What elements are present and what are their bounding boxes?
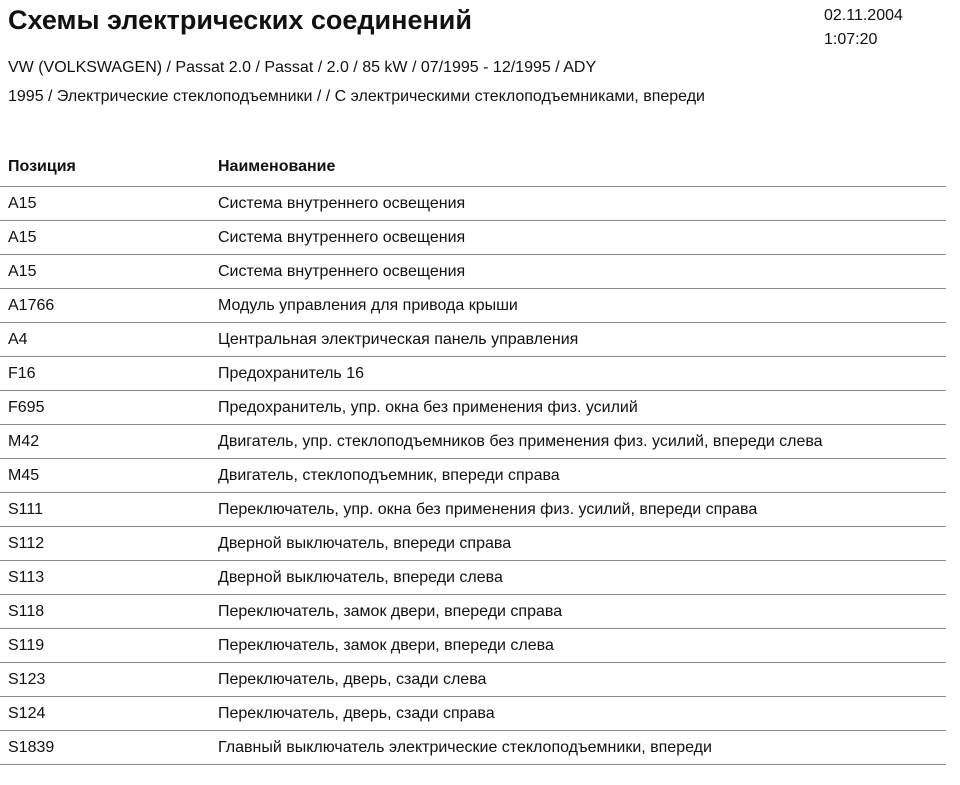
name-cell: Переключатель, упр. окна без применения физ. усилий, впереди справа (209, 493, 946, 527)
column-header-position: Позиция (0, 148, 209, 187)
name-cell: Главный выключатель электрические стеклоподъемники, впереди (209, 731, 946, 765)
position-cell: F695 (0, 391, 209, 425)
name-cell: Предохранитель 16 (209, 357, 946, 391)
name-cell: Центральная электрическая панель управления (209, 323, 946, 357)
table-row (0, 391, 946, 425)
print-timestamp (824, 4, 903, 52)
table-row (0, 493, 946, 527)
table-row (0, 221, 946, 255)
name-cell: Двигатель, стеклоподъемник, впереди справа (209, 459, 946, 493)
position-cell: S118 (0, 595, 209, 629)
table-row (0, 357, 946, 391)
position-cell: S124 (0, 697, 209, 731)
name-cell: Переключатель, дверь, сзади справа (209, 697, 946, 731)
table-row (0, 323, 946, 357)
position-cell: S123 (0, 663, 209, 697)
table-body (0, 187, 946, 765)
column-header-name: Наименование (209, 148, 946, 187)
table-row (0, 527, 946, 561)
position-cell: A15 (0, 255, 209, 289)
table-row (0, 255, 946, 289)
name-cell: Переключатель, замок двери, впереди справа (209, 595, 946, 629)
position-cell: A15 (0, 221, 209, 255)
name-cell: Переключатель, дверь, сзади слева (209, 663, 946, 697)
name-cell: Переключатель, замок двери, впереди слева (209, 629, 946, 663)
position-cell: A1766 (0, 289, 209, 323)
print-time: 1:07:20 (824, 31, 878, 48)
name-cell: Предохранитель, упр. окна без применения физ. усилий (209, 391, 946, 425)
table-row (0, 663, 946, 697)
table-row (0, 459, 946, 493)
table-row (0, 629, 946, 663)
name-cell: Дверной выключатель, впереди слева (209, 561, 946, 595)
position-cell: S112 (0, 527, 209, 561)
position-cell: S119 (0, 629, 209, 663)
name-cell: Система внутреннего освещения (209, 221, 946, 255)
name-cell: Модуль управления для привода крыши (209, 289, 946, 323)
position-cell: S111 (0, 493, 209, 527)
name-cell: Дверной выключатель, впереди справа (209, 527, 946, 561)
position-cell: M45 (0, 459, 209, 493)
table-row (0, 561, 946, 595)
table-row (0, 697, 946, 731)
name-cell: Система внутреннего освещения (209, 255, 946, 289)
position-cell: A4 (0, 323, 209, 357)
components-table (0, 148, 946, 765)
position-cell: M42 (0, 425, 209, 459)
name-cell: Система внутреннего освещения (209, 187, 946, 221)
name-cell: Двигатель, упр. стеклоподъемников без применения физ. усилий, впереди слева (209, 425, 946, 459)
circuit-description: 1995 / Электрические стеклоподъемники / / С электрическими стеклоподъемниками, впереди (8, 88, 705, 105)
table-row (0, 187, 946, 221)
print-date: 02.11.2004 (824, 7, 903, 24)
vehicle-info: VW (VOLKSWAGEN) / Passat 2.0 / Passat / 2.0 / 85 kW / 07/1995 - 12/1995 / ADY (8, 59, 597, 76)
table-row (0, 425, 946, 459)
table-row (0, 731, 946, 765)
position-cell: A15 (0, 187, 209, 221)
page-title: Схемы электрических соединений (8, 5, 472, 35)
position-cell: S113 (0, 561, 209, 595)
table-row (0, 595, 946, 629)
position-cell: F16 (0, 357, 209, 391)
table-header-row (0, 148, 946, 187)
table-row (0, 289, 946, 323)
position-cell: S1839 (0, 731, 209, 765)
